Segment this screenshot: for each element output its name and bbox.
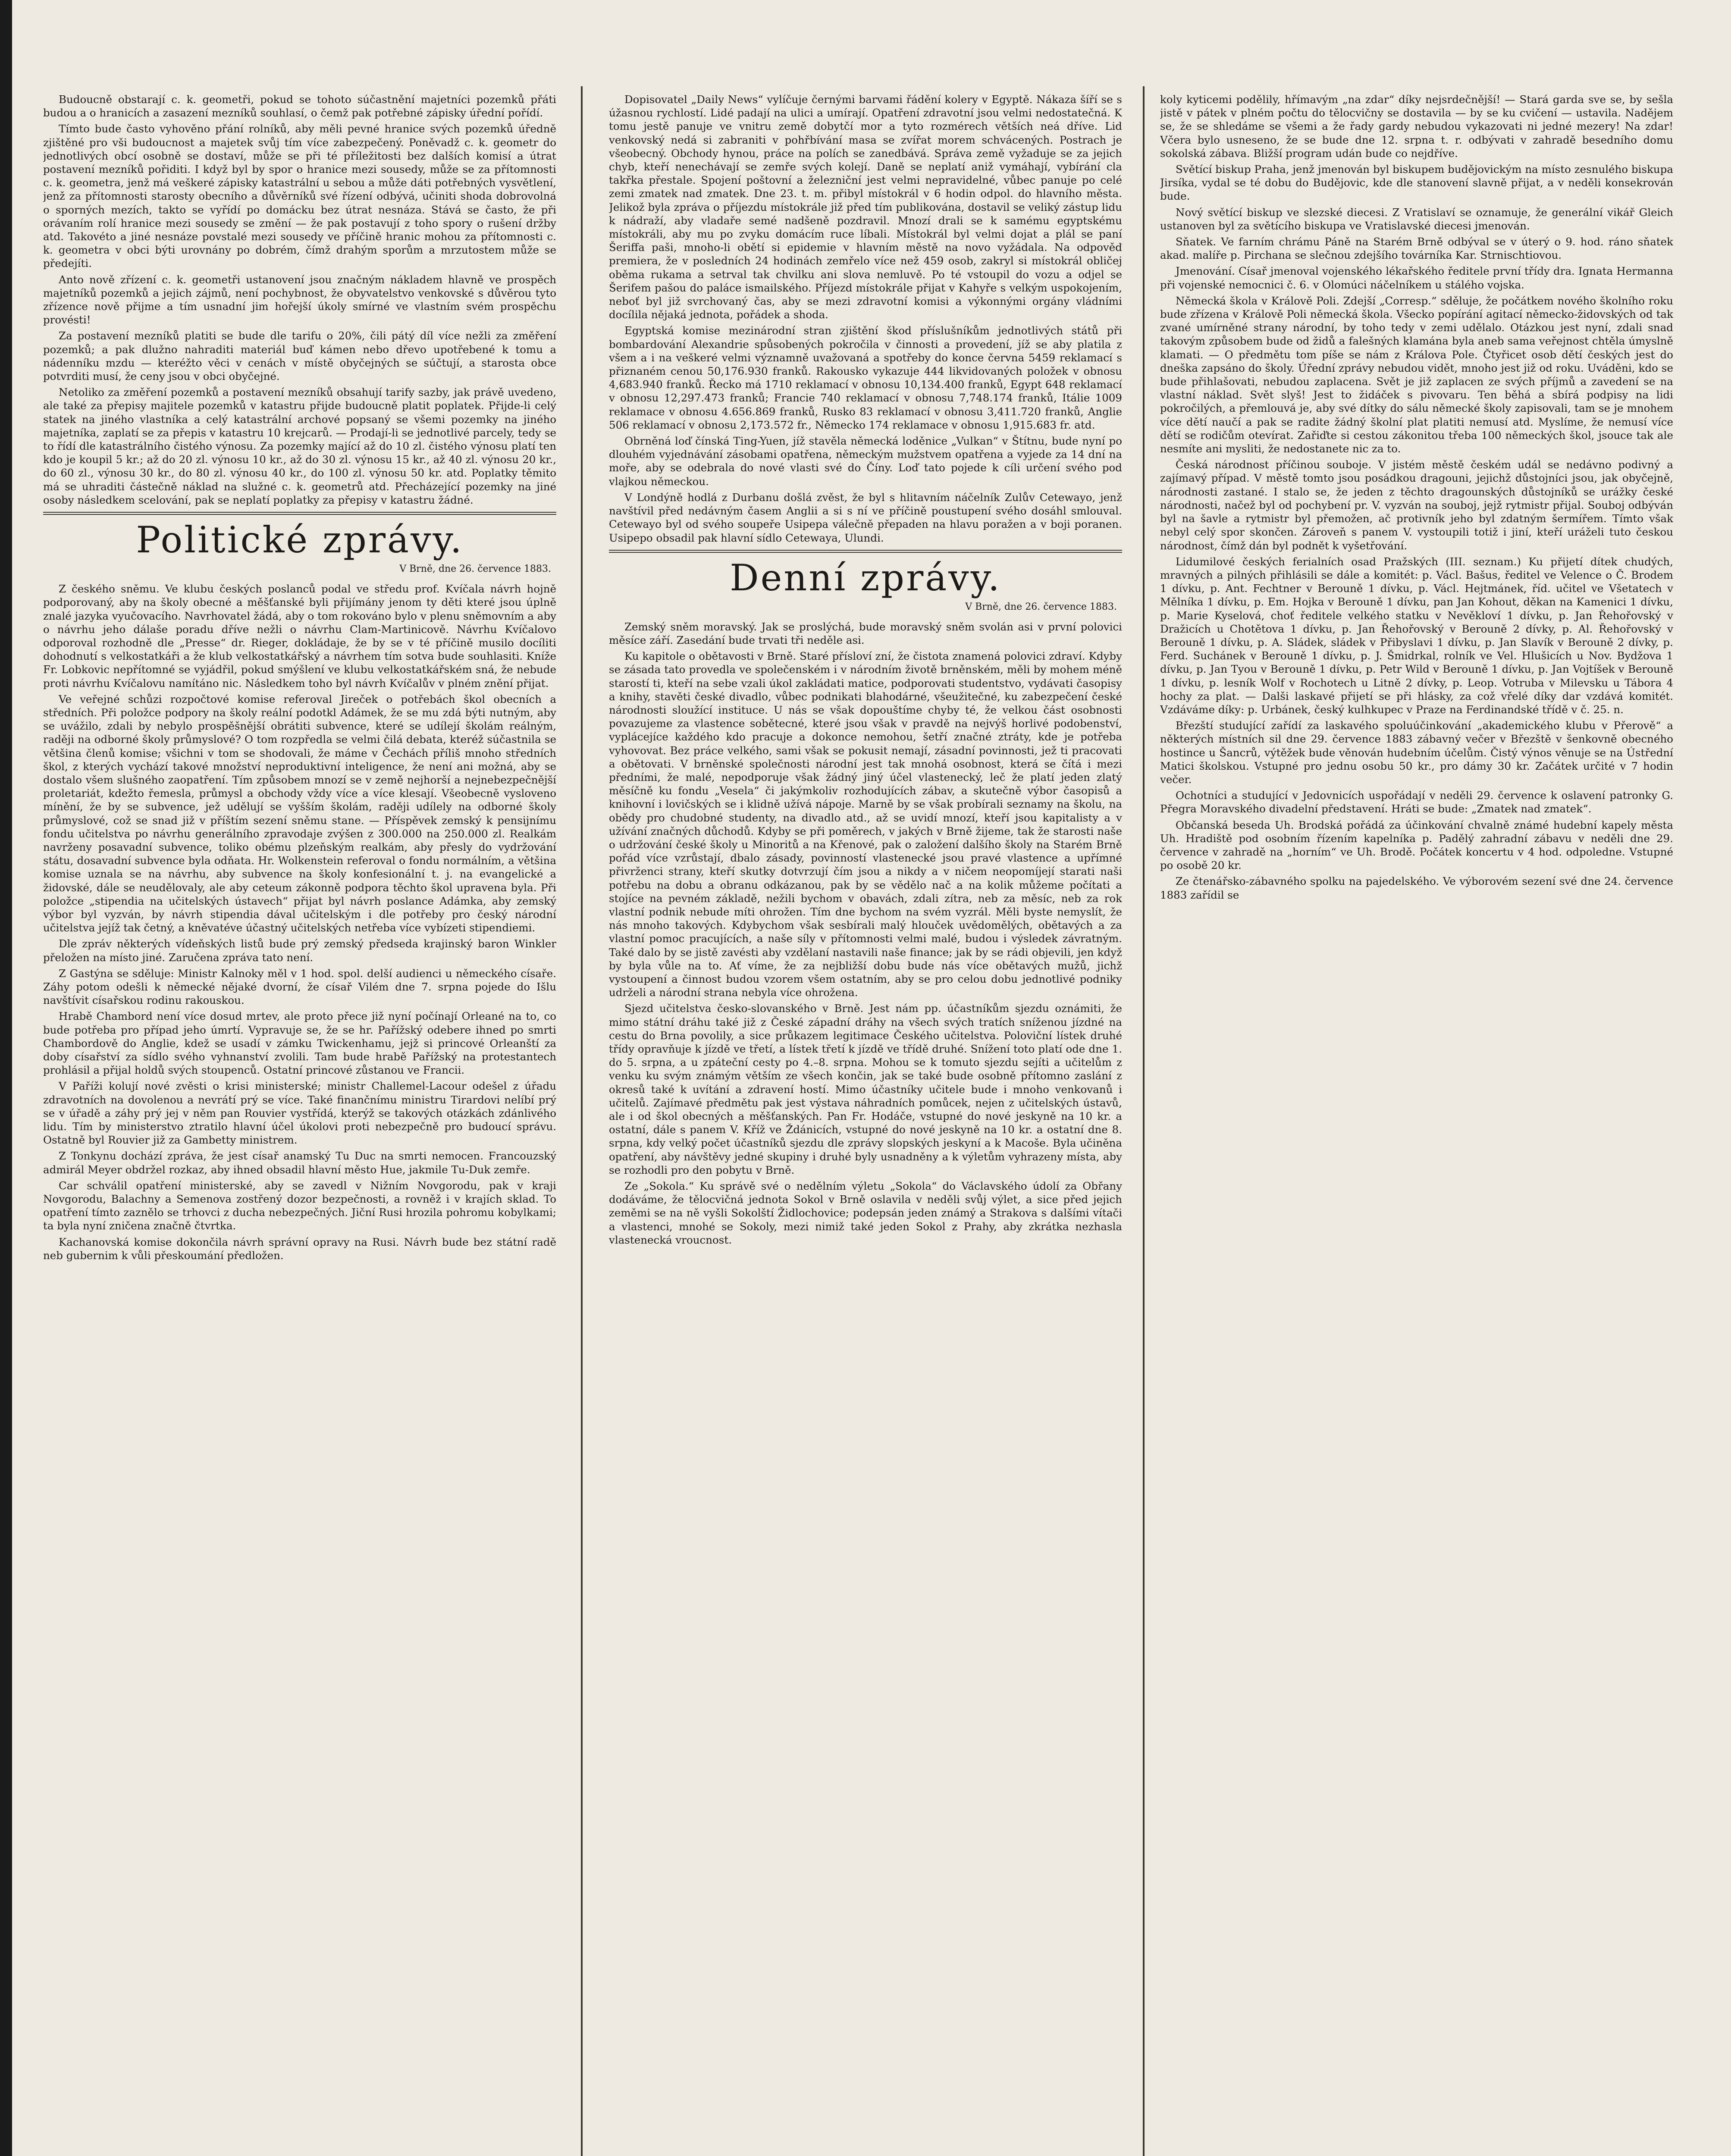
article-paragraph: Dopisovatel „Daily News“ vylíčuje černými barvami řádění kolery v Egyptě. Nákaza šíří se s úžasnou rychlostí. Lidé padají na ulici a umírají. Opatření zdravotní jsou velmi nedostatečná. K tomu jestě panuje ve vnitru země dobytčí mor a tyto rozmérech větších neá dříve. Lid venkovský nedá si zabraniti v pohřbívání masa se zvířat morem schvácených. Postrach je všeobecný. Obchody hynou, práce na polích se zanedbává. Správa země vyžaduje se za jejich chyb, kteří nenechávají se zemře svých kolejí. Daně se neplatí aniž vymáhají, vybírání cla takřka přestale. Spojení poštovní a železniční jest velmi nepravidelné, vůbec panuje po celé zemi zmatek nad zmatek. Dne 23. t. m. přibyl místokrál v 6 hodin odpol. do hlavního města. Jelikož byla zpráva o příjezdu místokrále již před tím publikována, dostavil se veliký zástup lidu k nádraží, aby vladaře semé nadšeně pozdravil. Mnozí drali se k samému egyptskému místokráli, aby mu po zvyku domácím ruce líbali. Místokrál byl velmi dojat a plál se paní Šeriffa paši, mnoho-li obětí si epidemie v hlavním městě na novo vyžádala. Na odpověď premiera, že v posledních 24 hodinách zemřelo více než 459 osob, zakryl si místokrál obličej oběma rukama a setrval tak chvilku ani slova nemluvě. Po té vstoupil do vozu a odjel se Šerifem pašou do paláce ismailského. Příjezd místokrále přijat v Kahyře s velkým uspokojením, neboť byl již svrchovaný čas, aby se mezi zdravotní komisi a výkonnými orgány vládními docílila nějaká jednota, pořádek a shoda. [609,93,1122,321]
column-1 [43,93,556,2156]
section-headline: Politické zprávy. [136,519,464,561]
article-paragraph: Kachanovská komise dokončila návrh správní opravy na Rusi. Návrh bude bez státní radě neb gubernim k vůli přeskoumání předložen. [43,1235,556,1262]
article-paragraph: Netoliko za změření pozemků a postavení mezníků obsahují tarify sazby, jak právě uvedeno, ale také za přepisy majitele pozemků v katastru přijde budoucně platit poplatek. Přijde-li celý statek na jiného vlastníka a celý katastrální archové popsaný se všemi pozemky na jiného majetníka, zaplatí se za přepis v katastru 10 krejcarů. — Prodají-li se jednotlivé parcely, tedy se to řídí dle katastrálního čistého výnosu. Za pozemky mající až do 10 zl. čistého výnosu platí ten kdo je koupil 5 kr.; až do 20 zl. výnosu 10 kr., až do 30 zl. výnosu 15 kr., až 40 zl. výnosu 20 kr., do 60 zl., výnosu 30 kr., do 80 zl. výnosu 40 kr., do 100 zl. výnosu 50 kr. atd. Poplatky těmito má se uhraditi částečně náklad na služné c. k. geometrů atd. Přecházející pozemky na jiné osoby následkem scelování, pak se neplatí poplatky za přepisy v katastru žádné. [43,386,556,506]
column-2 [609,93,1122,2156]
article-paragraph: Za postavení mezníků platiti se bude dle tarifu o 20%, čili pátý díl více nežli za změření pozemků; a pak dlužno nahraditi materiál buď kámen nebo dřevo upotřebené k tomu a nádenníku mzdu — kteréžto věci v cenách v místě obyčejných se súčtují, a starosta obce potvrditi musí, že ceny jsou v obci obyčejné. [43,329,556,383]
article-paragraph: Anto nově zřízení c. k. geometři ustanovení jsou značným nákladem hlavně ve prospěch majetníků pozemků a jejich zájmů, není pochybnost, že obyvatelstvo venkovské s důvěrou tyto zřízence nově přijme a tím usnadní jim hořejší úkoly smírné ve vlastním svém prospěchu provésti! [43,273,556,326]
article-paragraph: Z Gastýna se sděluje: Ministr Kalnoky měl v 1 hod. spol. delší audienci u německého císaře. Záhy potom odešli k německé nějaké dvorní, že císař Vilém dne 7. srpna pojede do Išlu navštívit císařskou rodinu rakouskou. [43,967,556,1007]
article-paragraph: Březští studující zařídí za laskavého spoluúčinkování „akademického klubu v Přerově“ a některých místních sil dne 29. července 1883 zábavný večer v Březště v šenkovně obecného hostince u Šancrů, výtěžek bude věnován hudebním účelům. Čistý výnos věnuje se na Ústřední Matici školskou. Vstupné pro jednu osobu 50 kr., pro dámy 30 kr. Začátek určité v 7 hodin večer. [1160,719,1673,786]
article-paragraph: Z českého sněmu. Ve klubu českých poslanců podal ve středu prof. Kvíčala návrh hojně podporovaný, aby na školy obecné a měšťanské byli přijímány jenom ty děti které jsou úplně znalé jazyka vyučovacího. Navrhovatel žádá, aby o tom rokováno bylo v plenu sněmovním a aby o návrhu jeho dálaše poradu dříve nežli o návrhu Clam-Martinicově. Návrhu Kvíčalovo odporoval rozhodně dle „Presse“ dr. Rieger, dokládaje, že by se v té příčině musilo docíliti dohodnutí s velkostatkáři a že klub velkostatkářský a návrhem tím sotva bude souhlasiti. Kníže Fr. Lobkovic nepřítomné se vyjádřil, pokud smýšlení ve klubu velkostatkářském sná, že nebude proti návrhu Kvíčalovu namítáno nic. Následkem toho byl návrh Kvíčalův v plném znění přijat. [43,583,556,689]
article-paragraph: Dle zpráv některých vídeňských listů bude prý zemský předseda krajinský baron Winkler přeložen na místo jiné. Zaručena zpráva tato není. [43,937,556,964]
article-paragraph: Nový světící biskup ve slezské diecesi. Z Vratislaví se oznamuje, že generální vikář Gleich ustanoven byl za světícího biskupa ve Vratislavské diecesi jmenován. [1160,206,1673,232]
article-paragraph: Česká národnost příčinou souboje. V jistém městě českém udál se nedávno podivný a zajímavý případ. V městě tomto jsou posádkou dragouni, jejichž důstojníci jsou, jak obyčejně, národnosti zastané. I stalo se, že jeden z těchto dragounských důstojníků se urážky české národnosti, načež byl od pochybení pr. V. vyzván na souboj, jejž rytmistr přijal. Souboj odbýván byl na šavle a rytmistr byl přemožen, ač protivník jeho byl zdatným šermířem. Tímto však nebyl celý spor skončen. Zároveň s panem V. vystoupili totiž i jiní, kteří uráželi tuto českou národnost, čímž dán byl podnět k vyšetřování. [1160,458,1673,552]
article-paragraph: Z Tonkynu dochází zpráva, že jest císař anamský Tu Duc na smrti nemocen. Francouzský admirál Meyer obdržel rozkaz, aby ihned obsadil hlavní město Hue, jakmile Tu-Duk zemře. [43,1150,556,1176]
article-paragraph: Ochotníci a studující v Jedovnicích uspořádají v neděli 29. července k oslavení patronky G. Přegra Moravského divadelní představení. Hráti se bude: „Zmatek nad zmatek“. [1160,789,1673,815]
article-paragraph: Tímto bude často vyhověno přání rolníků, aby měli pevné hranice svých pozemků úředně zjištěné pro vši budoucnost a majetek svůj tím více zabezpečený. Poněvadž c. k. geometr do jednotlivých obcí osobně se dostaví, může se při té příležitosti bez dalších komisí a útrat postavení mezníků pořiditi. I když byl by spor o hranice mezi sousedy, může se za přítomnosti c. k. geometra, jenž má veškeré zápisky katastrální u sebou a může dáti potřebných vysvětlení, jenž za přítomnosti starosty obecního a důvěrníků své řízení odbývá, učiniti shoda dobrovolná o sporných mezích, takto se vyřídí po domácku bez útrat nesnáza. Stává se často, že při orávaním rolí hranice mezi sousedy se změní — že pak postavují z toho spory o rušení držby atd. Takovéto a jiné nesnáze povstalé mezi sousedy ve příčině hranic mohou za přítomnosti c. k. geometra v obci býti urovnány po dobrém, čímž drahým sporům a mrzutostem může se předejíti. [43,122,556,270]
article-paragraph: Sjezd učitelstva česko-slovanského v Brně. Jest nám pp. účastníkům sjezdu oznámiti, že mimo státní dráhu také již z České západní dráhy na všech svých tratích sníženou jízdné na cestu do Brna povolily, a sice průkazem legitimace Českého učitelstva. Poloviční lístek druhé třídy opravňuje k jízdě ve třetí, a lístek třetí k jízdě ve třídě druhé. Snížení toto platí ode dne 1. do 5. srpna, a u zpáteční cesty po 4.–8. srpna. Mohou se k tomuto sjezdu sejíti a učitelům z venku ku svým známým větším ze všech končin, jak se také bude osobně přítomno zaslání z okresů také k uvítání a zdravení hostí. Mimo účastníky učitele bude i mnoho venkovanů i učitelů. Zajímavé předmětu pak jest výstava náhradních pomůcek, nejen z učitelských ústavů, ale i od škol obecných a měšťanských. Pan Fr. Hodáče, vstupné do nové jeskyně na 10 kr. a ostatní, dále s panem V. Kříž ve Ždánicích, vstupné do nové jeskyně na 10 kr. a ostatní dne 8. srpna, kdy velký počet účastníků sjezdu dle zprávy slopských jeskyní a k Macoše. Byla učiněna opatření, aby návštěvy jedné skupiny i druhé byly usnadněny a k výletům vyhrazeny místa, aby se rozhodli pro den pobytu v Brně. [609,1002,1122,1176]
article-paragraph: Budoucně obstarají c. k. geometři, pokud se tohoto súčastnění majetníci pozemků přáti budou a o hranicích a zasazení mezníků souhlasí, o čemž pak potřebné zápisky úřední pořídí. [43,93,556,119]
article-paragraph: Obrněná loď čínská Ting-Yuen, jíž stavěla německá loděnice „Vulkan“ v Štítnu, bude nyní po dlouhém vyjednávání zásobami opatřena, německým mužstvem opatřena a vyjede za 14 dní na moře, aby se odebrala do nové vlasti své do Číny. Loď tato pojede k cíli určení svého pod vlajkou německou. [609,435,1122,488]
column-rule [581,86,583,2156]
article-paragraph: Hrabě Chambord není více dosud mrtev, ale proto přece již nyní počínají Orleané na to, co bude potřeba pro případ jeho úmrtí. Vypravuje se, že se hr. Pařížský odebere ihned po smrti Chambordově do Anglie, kdež se usadí v zámku Twickenhamu, jejž si princové Orleanští za doby císařství za sídlo svého vyhnanství zvolili. Tam bude hrabě Pařížský na protestantech prohlásil a přijal holdů svých stoupenců. Ostatní princové zůstanou ve Francii. [43,1010,556,1077]
column-rule [1143,86,1145,2156]
article-paragraph: Ve veřejné schůzi rozpočtové komise referoval Jireček o potřebách škol obecních a středních. Při položce podpory na školy reální podotkl Adámek, že se mu zdá býti nutným, aby se uvážilo, zdali by nebylo prospěšnější obrátiti subvence, které se udílejí školám reálným, raději na odborné školy průmyslové? O tom rozpředla se velmi čilá debata, kteréž súčastnila se většina členů komise; všichni v tom se shodovali, že máme v Čechách příliš mnoho středních škol, z kterých vychází takové množství neproduktivní inteligence, že není ani možná, aby se dostalo všem slušného zaopatření. Tím způsobem mnozí se v země nejhorší a nejnebezpečnější proletariát, kdežto řemesla, průmysl a obchody vždy více a více klesají. Všeobecně vysloveno mínění, že by se subvence, jež udělují se vyšším školám, raději udílely na odborné školy průmyslové, což se snad již v příštím sezení sněmu stane. — Příspěvek zemský k pensijnímu fondu učitelstva po návrhu generálního zpravodaje zvýšen z 300.000 na 250.000 zl. Realkám navrženy posavadní subvence, toliko obému plzeňským realkám, aby přesly do vydržování státu, dosavadní subvence byla odňata. Hr. Wolkenstein referoval o fondu normálním, a většina komise uznala se na návrhu, aby subvence na školy konfesionální t. j. na evangelické a židovské, dále se neudělovaly, ale aby ceteum zákonně podpora těchto škol upravena byla. Při položce „stipendia na učitelských ústavech“ přijat byl návrh poslance Adámka, aby zemský výbor byl vyzván, by návrh stipendia dával učitelským i dle potřeby pro český národní učitelstva jejíž tak četný, a kněvatéve účastný učitelských netřeba více vybízeti stipendiemi. [43,693,556,934]
article-paragraph: Německá škola v Králově Poli. Zdejší „Corresp.“ sděluje, že počátkem nového školního roku bude zřízena v Králově Poli německá škola. Všecko popírání agitací německo-židovských od tak zvané umírněné strany národní, by toho tedy v zemi udělalo. Otázkou jest nyní, zdali snad takovým způsobem bude od židů a falešných klamána byla aneb sama veřejnost chtěla úmyslně klamati. — O předmětu tom píše se nám z Králova Pole. Čtyřicet osob dětí českých jest do dneška zapsáno do školy. Úřední zprávy nebudou vidět, mnoho jest již od roku. Uváděni, kdo se bude přihlašovati, nebudou zaplacena. Svět je již zaplacen ze svých příjmů a zavedení se na vlastní náklad. Svět slyš! Jest to židáček s pivovaru. Ten běhá a sbírá podpisy na lidi pokročilých, a přemlouvá je, aby své dítky do sálu německé školy zapisovali, tam se je mnohem více dětí naučí a pak se radite žádný školní plat platiti nemusí atd. Myslíme, že nemusí více dětí se rodičům otevírat. Zařiďte si cestou zákonitou třeba 100 německých škol, jsouce tak ale nesmíte ani mysliti, že nedostanete nic za to. [1160,294,1673,455]
article-paragraph: Ze čtenářsko-zábavného spolku na pajedelského. Ve výborovém sezení své dne 24. července 1883 zařídil se [1160,875,1673,901]
article-paragraph: koly kyticemi podělily, hřímavým „na zdar“ díky nejsrdečnější! — Stará garda sve se, by sešla jistě v pátek v plném počtu do tělocvičny se dostavila — by se ku cvičení — ustavila. Nadějem se, že se shledáme se všemi a že řady gardy nebudou vykazovati ni jedné mezery! Na zdar! Včera bylo usneseno, že se bude dne 12. srpna t. r. odbývati v zahradě besedního domu sokolská zábava. Bližší program udán bude co nejdříve. [1160,93,1673,160]
article-paragraph: V Paříži kolují nové zvěsti o krisi ministerské; ministr Challemel-Lacour odešel z úřadu zdravotních na dovolenou a nevrátí prý se více. Také finančnímu ministru Tirardovi nelíbí prý se v úřadě a záhy prý jej v něm pan Rouvier vystřídá, kterýž se takových otázkách zdánlivého lidu. Tím by ministerstvo ztratilo hlavní účel úkolovi proti nebezpečně pro budoucí správu. Ostatně byl Rouvier již za Gambetty ministrem. [43,1080,556,1147]
article-paragraph: Sňatek. Ve farním chrámu Páně na Starém Brně odbýval se v úterý o 9. hod. ráno sňatek akad. malíře p. Pirchana se slečnou zdejšího továrníka Kar. Strnischtiovou. [1160,235,1673,262]
dateline: V Brně, dne 26. července 1883. [399,564,551,575]
article-paragraph: Ku kapitole o obětavosti v Brně. Staré přísloví zní, že čistota znamená polovici zdraví. Kdyby se zásada tato provedla ve společenském i v národním životě brněnském, měli by mohem méně starostí ti, kteří na sebe vzali úkol zakládati matice, podporovati studentstvo, vydávati časopisy a knihy, stavěti české divadlo, vůbec podnikati blahodárné, všeužitečné, ku zabezpečení české národnosti sloužící instituce. U nás se však dopouštíme chyby té, že velkou část osobnosti povazujeme za vlastence sobětecné, které jsou však v pravdě na nejvýš horlivé podobenství, vyplácejíce každého kdo pracuje a dokonce nemohou, šetří značné ztráty, kde je potřeba vyhovovat. Bez práce velkého, sami však se pokusit nemají, zásadní povinnosti, jež ti pracovati a obětovati. V brněnské společnosti národní jest tak mnohá osobnost, která se čítá i mezi předními, že malé, nepodporuje však žádný jiný účel vlastenecký, leč že platí jeden zlatý měsíčně ku fondu „Vesela“ či jakýmkoliv rozhodujících zábav, a skutečně výbor časopisů a knihovní i lovičských se i klidně užívá nápoje. Marně by se však probírali seznamy na školu, na obědy pro chudobné studenty, na divadlo atd., až se uvidí mnozí, kteří jsou kapitalisty a v užívání značných důchodů. Kdyby se při poměrech, v jakých v Brně žijeme, tak že starosti naše o udržování české školy u Minoritů a na Křenové, pak o založení dalšího školy na Starém Brně pořád více vzrůstají, dbalo zásady, povinností vlastenecké jsou pravé vlastence a upřímné přivrženci strany, kteří skutky dotvrzují čím jsou a nikdy a v ničem neopomíjejí starati naši potřebu na dobu a obranu odkázanou, pak by se vědělo nač a na kolik můžeme počítati a stojíce na pevném základě, nežili bychom v obavách, zdali zítra, neb za měsíc, neb za rok vlastní podnik nebude míti ohrožen. Tím dne bychom na svém vyzrál. Měli byste nemyslít, že nás mnoho takových. Kdybychom však sesbírali malý hlouček uvědomělých, obětavých a za vlastní pomoc pracujících, a naše síly v přítomnosti velmi malé, budou i výsledek závratným. Také dalo by se jistě zavésti aby vzdělaní nastavili naše finance; jak by se rádi objevili, jen když by byla vůle na to. Ať víme, že za nejbližší dobu bude nás více obětavých mužů, jichž vystoupení a činnost budou vzorem všem ostatním, aby se pro celou dobu jednotlivé podniky udrželi a národní strana nebyla více ohrožena. [609,650,1122,999]
section-rule [43,512,556,515]
section-rule [609,550,1122,553]
article-paragraph: Občanská beseda Uh. Brodská pořádá za účinkování chvalně známé hudební kapely města Uh. Hradiště pod osobním řízením kapelníka p. Padělý zahradní zábavu v neděli dne 29. července v zahradě na „horním“ ve Uh. Brodě. Počátek koncertu v 4 hod. odpoledne. Vstupné po osobě 20 kr. [1160,818,1673,872]
article-paragraph: Ze „Sokola.“ Ku správě své o nedělním výletu „Sokola“ do Václavského údolí za Obřany dodáváme, že tělocvičná jednota Sokol v Brně oslavila v neděli svůj výlet, a sice před jejich zeměmi se na ně vyšli Sokolští Židlochovice; podepsán jeden známý a Strakova s dalšími vítači a vlastenci, mnohé se Sokoly, mezi nimiž také jeden Sokol z Prahy, aby zkrátka nezhasla vlastenecká vroucnost. [609,1180,1122,1246]
dateline: V Brně, dne 26. července 1883. [965,601,1117,612]
article-paragraph: V Londýně hodlá z Durbanu došlá zvěst, že byl s hlitavním náčelník Zulův Cetewayo, jenž navštívil před nedávným časem Anglii a si s ní ve příčině poustupení svého dosáhl smlouval. Cetewayo byl od svého soupeře Usipepa válečně přepaden na hlavu poražen a v boji poranen. Usipepo obsadil pak hlavní sídlo Cetewaya, Ulundi. [609,491,1122,544]
article-paragraph: Zemský sněm moravský. Jak se proslýchá, bude moravský sněm svolán asi v první polovici měsíce září. Zasedání bude trvati tři neděle asi. [609,620,1122,646]
article-paragraph: Světící biskup Praha, jenž jmenován byl biskupem budějovickým na místo zesnulého biskupa Jirsíka, vydal se té dobu do Budějovic, kde dle stanovení slavně přijat, a v neděli konsekrován bude. [1160,163,1673,203]
section-headline: Denní zprávy. [730,556,1001,599]
article-paragraph: Egyptská komise mezinárodní stran zjištění škod příslušníkům jednotlivých států při bombardování Alexandrie spůsobených pokročila v činnosti a provedení, jíž se aby platila z všem a i na veškeré velmi významně uvažovaná a spotřeby do konce června 5459 reklamací s přiznaném cenou 50,176.930 franků. Rakousko vykazuje 444 likvidovaných položek v obnosu 4,683.940 franků. Řecko má 1710 reklamací v obnosu 10,134.400 franků, Egypt 648 reklamací v obnosu 12,297.473 franků; Francie 740 reklamací v obnosu 7,748.174 franků, Itálie 1009 reklamace v obnosu 4.656.869 franků, Rusko 83 reklamací v obnosu 3,411.720 franků, Anglie 506 reklamací v obnosu 2,173.572 fr., Německo 174 reklamace v obnosu 1,915.683 fr. atd. [609,324,1122,431]
column-3 [1160,93,1673,2156]
article-paragraph: Jmenování. Císař jmenoval vojenského lékařského ředitele první třídy dra. Ignata Hermanna při vojenské nemocnici č. 6. v Olomúci náčelníkem u stálého vojska. [1160,265,1673,291]
article-paragraph: Car schválil opatření ministerské, aby se zavedl v Nižním Novgorodu, pak v kraji Novgorodu, Balachny a Semenova zostřený dozor bezpečnosti, a rovněž i v krajích sklad. To opatření tímto zaznělo se trhovci z ducha nebezpečných. Jiční Rusi hrozila pohromu kobylkami; ta byla nyní zničena značně čtvrtka. [43,1179,556,1232]
article-paragraph: Lidumilové českých ferialních osad Pražských (III. seznam.) Ku přijetí dítek chudých, mravných a pilných přihlásili se dále a komitét: p. Václ. Bašus, ředitel ve Velence o Č. Brodem 1 dívku, p. Ant. Fechtner v Berouně 1 dívku, p. Václ. Hejtmánek, říd. učitel ve Všetatech v Mělníka 1 dívku, p. Em. Hojka v Berouně 1 dívku, pan Jan Kohout, děkan na Kamenici 1 dívku, p. Marie Kyselová, choť ředitele velkého statku v Nevěkloví 1 dívku, p. Jan Řehořovský v Dražicích u Chotětova 1 dívku, p. Jan Řehořovský v Berouně 2 dívky, p. Al. Řehořovský v Berouně 1 dívku, p. A. Sládek, sládek v Přibyslavi 1 dívku, p. Jan Slavík v Berouně 2 dívky, p. Ferd. Suchánek v Berouně 1 dívku, p. J. Šmidrkal, rolník ve Vel. Hlušicích u Nov. Bydžova 1 dívku, p. Jan Tyou v Berouně 1 dívku, p. Petr Wild v Berouně 1 dívku, p. Jan Vojtíšek v Berouně 1 dívku, p. lesník Wolf v Rochotech u Litně 2 dívky, p. Leop. Votruba v Milevsku u Tábora 4 hochy za plat. — Dalši laskavé přijetí se při hlásky, za což vřelé díky dar vzdává komitét. Vzdáváme díky: p. Urbánek, český kulhkupec v Praze na Ferdinandské třídě v č. 25. n. [1160,555,1673,716]
